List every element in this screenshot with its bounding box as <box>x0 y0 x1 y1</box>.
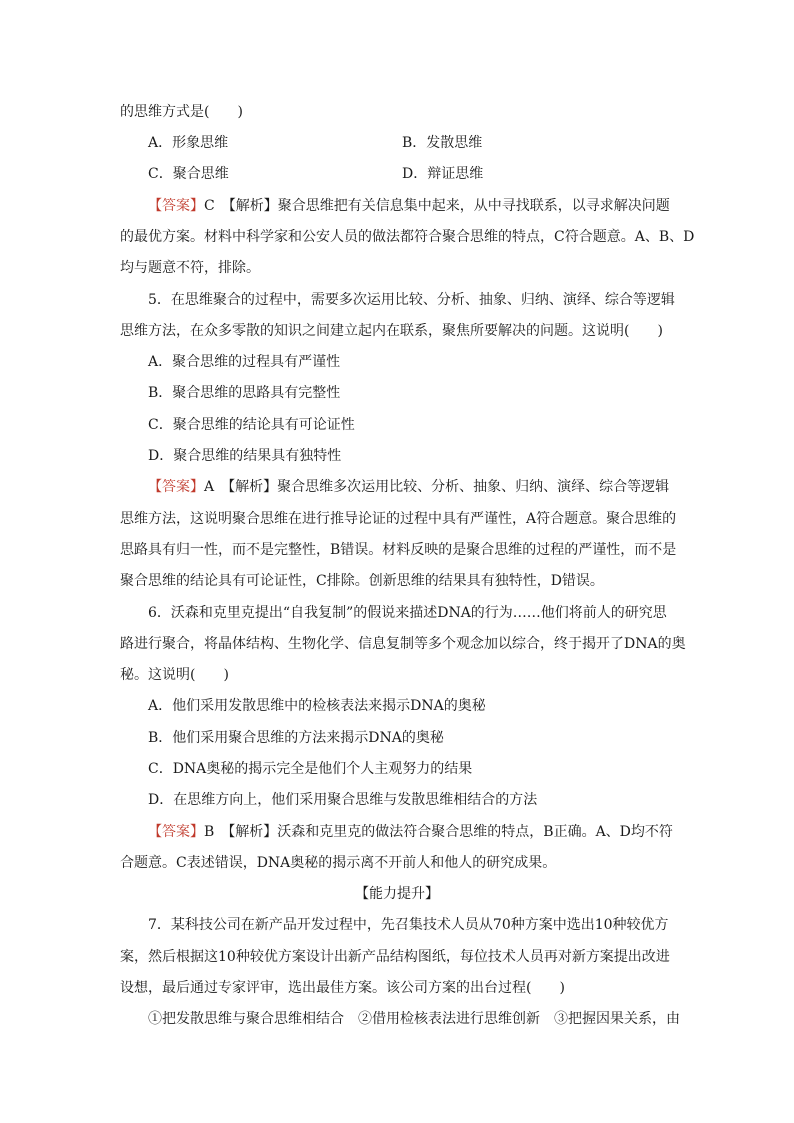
answer-tag: 【答案】 <box>148 479 204 495</box>
q6-stem-line-1: 6．沃森和克里克提出“自我复制”的假说来描述DNA的行为……他们将前人的研究思 <box>148 605 667 621</box>
q7-stem-line-2: 案，然后根据这10种较优方案设计出新产品结构图纸，每位技术人员再对新方案提出改进 <box>120 949 670 965</box>
q4-option-c: C．聚合思维 <box>148 166 229 182</box>
q7-stem-line-1: 7．某科技公司在新产品开发过程中，先召集技术人员从70种方案中选出10种较优方 <box>148 917 669 933</box>
q5-answer-line-2: 思维方法，这说明聚合思维在进行推导论证的过程中具有严谨性，A符合题意。聚合思维的 <box>120 511 677 527</box>
q6-answer-text: B 【解析】沃森和克里克的做法符合聚合思维的特点，B正确。A、D均不符 <box>204 824 673 840</box>
q5-option-b: B．聚合思维的思路具有完整性 <box>148 385 341 401</box>
q5-stem-line-1: 5．在思维聚合的过程中，需要多次运用比较、分析、抽象、归纳、演绎、综合等逻辑 <box>148 292 675 308</box>
q4-answer-line-3: 均与题意不符，排除。 <box>120 260 260 276</box>
q4-answer-line-2: 的最优方案。材料中科学家和公安人员的做法都符合聚合思维的特点，C符合题意。A、B、D <box>120 229 695 245</box>
q6-stem-line-2: 路进行聚合，将晶体结构、生物化学、信息复制等多个观念加以综合，终于揭开了DNA的奥 <box>120 636 686 652</box>
q4-option-d: D．辩证思维 <box>402 166 484 182</box>
q4-option-a: A．形象思维 <box>148 135 229 151</box>
q5-option-d: D．聚合思维的结果具有独特性 <box>148 448 342 464</box>
q5-answer-text: A 【解析】聚合思维多次运用比较、分析、抽象、归纳、演绎、综合等逻辑 <box>204 479 670 495</box>
q4-answer-line-1 <box>148 195 670 217</box>
q5-answer-line-4: 聚合思维的结论具有可论证性，C排除。创新思维的结果具有独特性，D错误。 <box>120 573 604 589</box>
q4-option-b: B．发散思维 <box>402 135 483 151</box>
q5-answer-line-1 <box>148 476 669 498</box>
q6-option-b: B．他们采用聚合思维的方法来揭示DNA的奥秘 <box>148 730 444 746</box>
q7-stem-line-3: 设想，最后通过专家评审，选出最佳方案。该公司方案的出台过程( ) <box>120 980 565 996</box>
q6-option-a: A．他们采用发散思维中的检核表法来揭示DNA的奥秘 <box>148 698 486 714</box>
answer-tag: 【答案】 <box>148 824 204 840</box>
q7-items-line: ①把发散思维与聚合思维相结合 ②借用检核表法进行思维创新 ③把握因果关系，由 <box>148 1011 680 1027</box>
q6-option-c: C．DNA奥秘的揭示完全是他们个人主观努力的结果 <box>148 761 473 777</box>
q5-option-c: C．聚合思维的结论具有可论证性 <box>148 417 355 433</box>
q4-answer-text: C 【解析】聚合思维把有关信息集中起来，从中寻找联系，以寻求解决问题 <box>204 198 670 214</box>
q6-answer-line-2: 合题意。C表述错误，DNA奥秘的揭示离不开前人和他人的研究成果。 <box>120 855 557 871</box>
q5-stem-line-2: 思维方法，在众多零散的知识之间建立起内在联系，聚焦所要解决的问题。这说明( ) <box>120 323 663 339</box>
q4-stem-tail: 的思维方式是( ) <box>120 104 243 120</box>
q5-option-a: A．聚合思维的过程具有严谨性 <box>148 354 341 370</box>
q6-option-d: D．在思维方向上，他们采用聚合思维与发散思维相结合的方法 <box>148 792 538 808</box>
q6-answer-line-1 <box>148 821 673 843</box>
q6-stem-line-3: 秘。这说明( ) <box>120 667 229 683</box>
section-title: 【能力提升】 <box>355 886 439 902</box>
q5-answer-line-3: 思路具有归一性，而不是完整性，B错误。材料反映的是聚合思维的过程的严谨性，而不是 <box>120 542 677 558</box>
answer-tag: 【答案】 <box>148 198 204 214</box>
